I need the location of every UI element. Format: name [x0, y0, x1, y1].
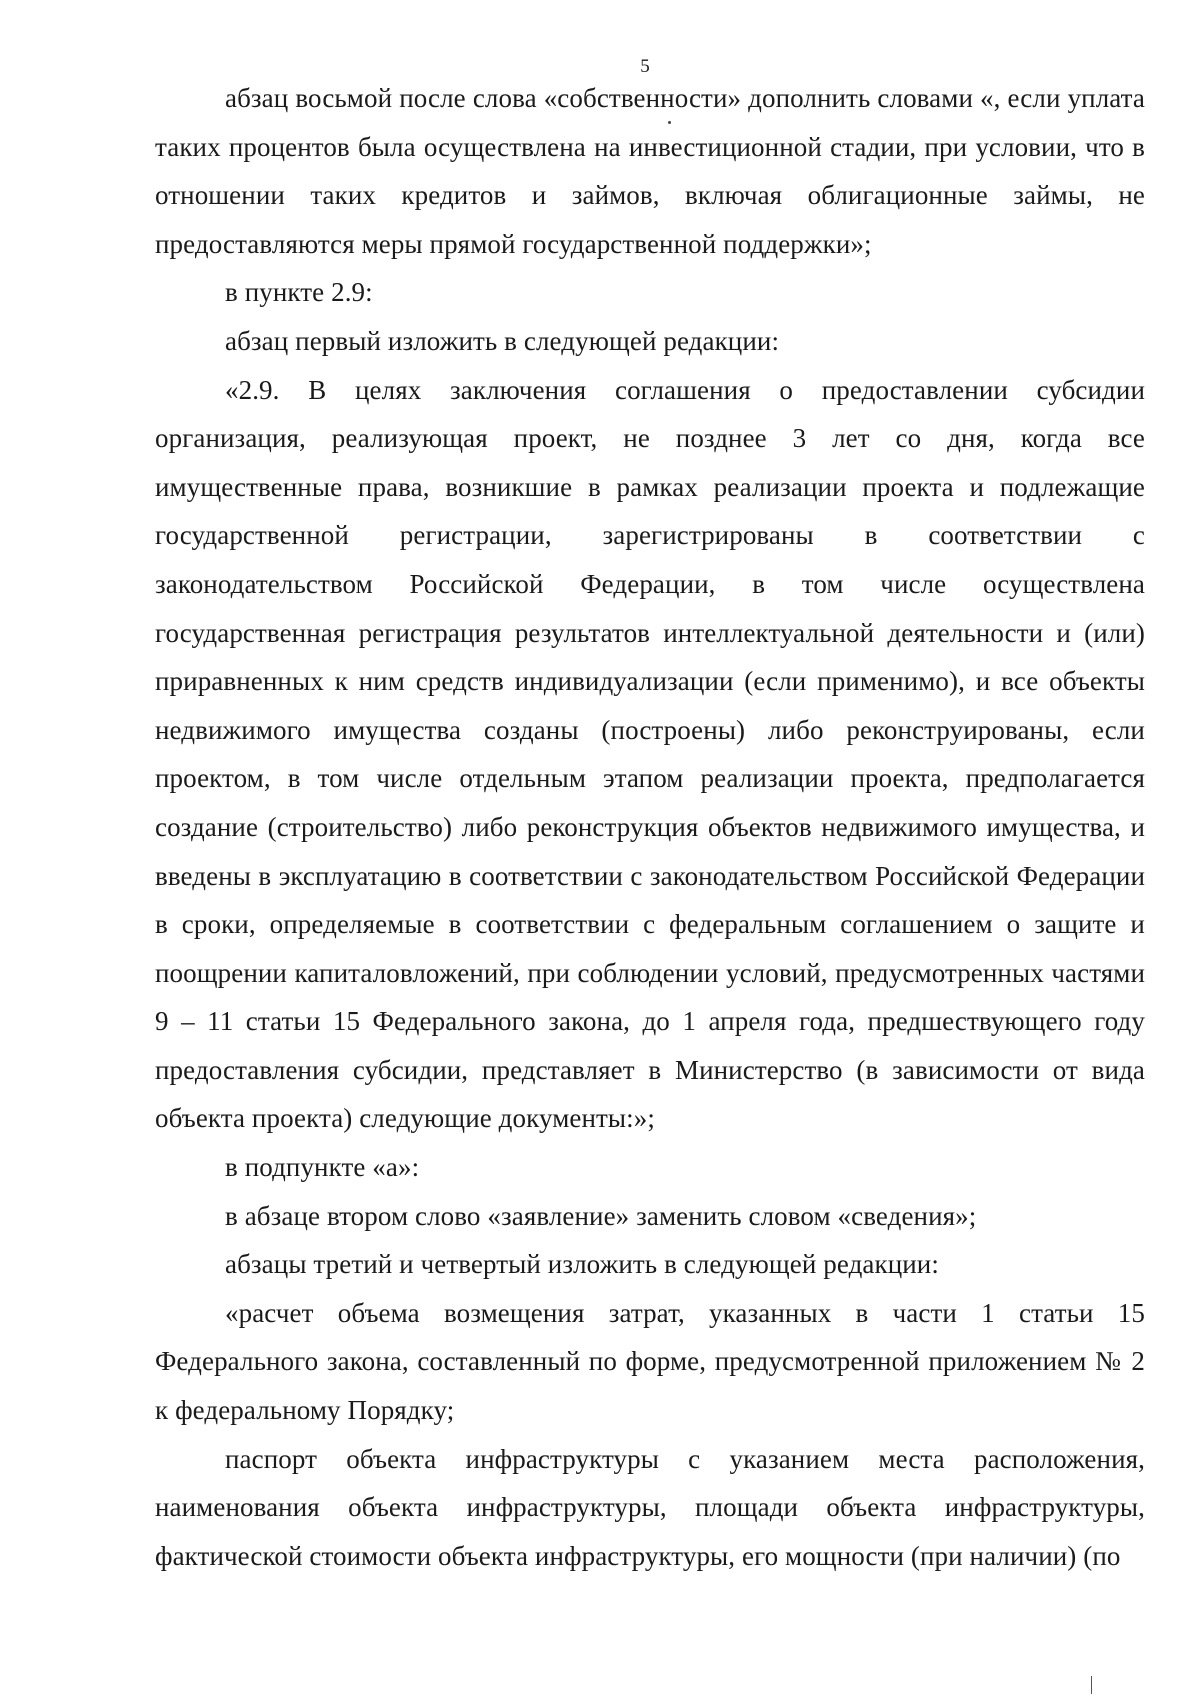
- scan-speck: [668, 121, 671, 124]
- paragraph-first-abzac-instruction: абзац первый изложить в следующей редакции:: [225, 325, 780, 356]
- paragraph-infrastructure-passport: паспорт объекта инфраструктуры с указанием места расположения, наименования объекта инфраструктуры, площади объекта инфраструктуры, фактической стоимости объекта инфраструктуры, его мощности (при наличии) (по: [155, 1443, 1145, 1571]
- page-number: 5: [640, 56, 650, 77]
- paragraph-subpoint-a: в подпункте «а»:: [225, 1152, 420, 1183]
- paragraph-point-2-9: в пункте 2.9:: [225, 277, 373, 308]
- document-body: [155, 74, 1145, 1580]
- paragraph-cost-calculation: «расчет объема возмещения затрат, указанных в части 1 статьи 15 Федерального закона, составленный по форме, предусмотренной приложением № 2 к федеральному Порядку;: [155, 1297, 1145, 1426]
- paragraph-second-abzac-replace: в абзаце втором слово «заявление» заменить словом «сведения»;: [225, 1200, 977, 1231]
- paragraph-new-2-9-text: «2.9. В целях заключения соглашения о предоставлении субсидии организация, реализующая проект, не позднее 3 лет со дня, когда все имущественные права, возникшие в рамках реализации проекта и подлежащие государственной регистрации, зарегистрированы в соответствии с законодательством Российской Федерации, в том числе осуществлена государственная регистрация результатов интеллектуальной деятельности и (или) приравненных к ним средств индивидуализации (если применимо), и все объекты недвижимого имущества созданы (построены) либо реконструированы, если проектом, в том числе отдельным этапом реализации проекта, предполагается создание (строительство) либо реконструкция объектов недвижимого имущества, и введены в эксплуатацию в соответствии с законодательством Российской Федерации в сроки, определяемые в соответствии с федеральным соглашением о защите и поощрении капиталовложений, при соблюдении условий, предусмотренных частями 9 – 11 статьи 15 Федерального закона, до 1 апреля года, предшествующего году предоставления субсидии, представляет в Министерство (в зависимости от вида объекта проекта) следующие документы:»;: [155, 374, 1145, 1134]
- scan-edge-mark: [1091, 1676, 1092, 1694]
- paragraph-third-fourth-abzac: абзацы третий и четвертый изложить в следующей редакции:: [225, 1249, 939, 1280]
- paragraph-amend-eighth-abzac: абзац восьмой после слова «собственности» дополнить словами «, если уплата таких процентов была осуществлена на инвестиционной стадии, при условии, что в отношении таких кредитов и займов, включая облигационные займы, не предоставляются меры прямой государственной поддержки»;: [155, 83, 1145, 259]
